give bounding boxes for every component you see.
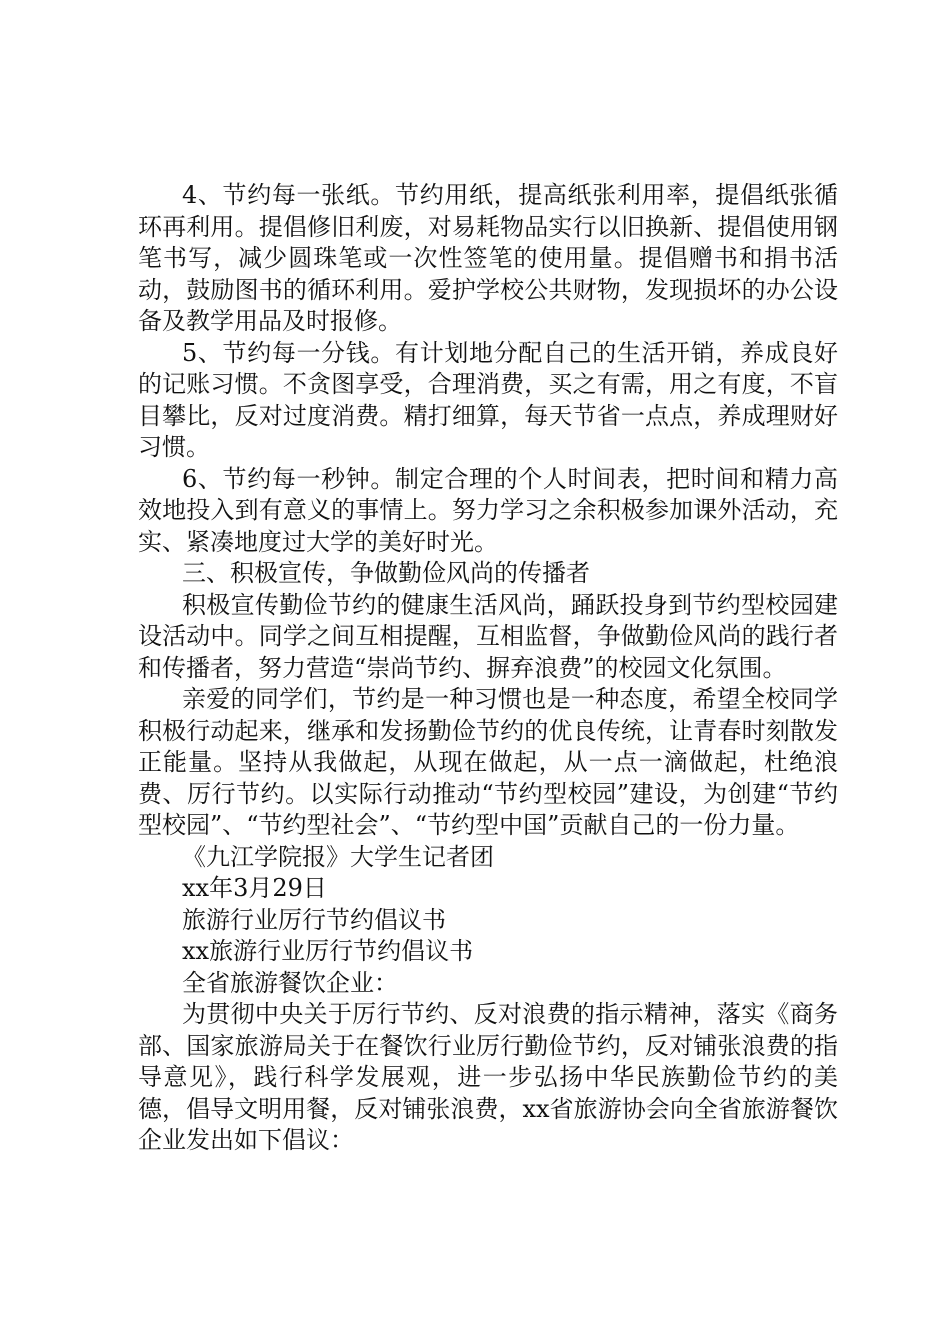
signature-date: xx年3月29日	[182, 874, 327, 902]
paragraph-item-5: 5、节约每一分钱。有计划地分配自己的生活开销，养成良好的记账习惯。不贪图享受，合理消费，买之有需，用之有度，不盲目攀比，反对过度消费。精打细算，每天节省一点点，养成理财好习惯。	[138, 338, 838, 461]
salutation: 全省旅游餐饮企业：	[182, 968, 398, 997]
section-heading-3: 三、积极宣传，争做勤俭风尚的传播者	[182, 559, 590, 587]
paragraph-closing: 亲爱的同学们，节约是一种习惯也是一种态度，希望全校同学积极行动起来，继承和发扬勤俭节约的优良传统，让青春时刻散发正能量。坚持从我做起，从现在做起，从一点一滴做起，杜绝浪费、厉行节约。以实际行动推动“节约型校园”建设，为创建“节约型校园”、“节约型社会”、“节约型中国”贡献自己的一份力量。	[138, 685, 838, 839]
document-subtitle: xx旅游行业厉行节约倡议书	[182, 937, 474, 965]
paragraph-promotion: 积极宣传勤俭节约的健康生活风尚，踊跃投身到节约型校园建设活动中。同学之间互相提醒，互相监督，争做勤俭风尚的践行者和传播者，努力营造“崇尚节约、摒弃浪费”的校园文化氛围。	[138, 590, 838, 682]
document-title: 旅游行业厉行节约倡议书	[182, 905, 446, 934]
signature-org: 《九江学院报》大学生记者团	[182, 842, 494, 871]
paragraph-item-6: 6、节约每一秒钟。制定合理的个人时间表，把时间和精力高效地投入到有意义的事情上。努力学习之余积极参加课外活动，充实、紧凑地度过大学的美好时光。	[138, 464, 838, 556]
paragraph-intro: 为贯彻中央关于厉行节约、反对浪费的指示精神，落实《商务部、国家旅游局关于在餐饮行业厉行勤俭节约，反对铺张浪费的指导意见》，践行科学发展观，进一步弘扬中华民族勤俭节约的美德，倡导文明用餐，反对铺张浪费，xx省旅游协会向全省旅游餐饮企业发出如下倡议：	[138, 1000, 838, 1154]
paragraph-item-4: 4、节约每一张纸。节约用纸，提高纸张利用率，提倡纸张循环再利用。提倡修旧利废，对易耗物品实行以旧换新、提倡使用钢笔书写，减少圆珠笔或一次性签笔的使用量。提倡赠书和捐书活动，鼓励图书的循环利用。爱护学校公共财物，发现损坏的办公设备及教学用品及时报修。	[138, 181, 838, 335]
document-body	[138, 180, 838, 1157]
